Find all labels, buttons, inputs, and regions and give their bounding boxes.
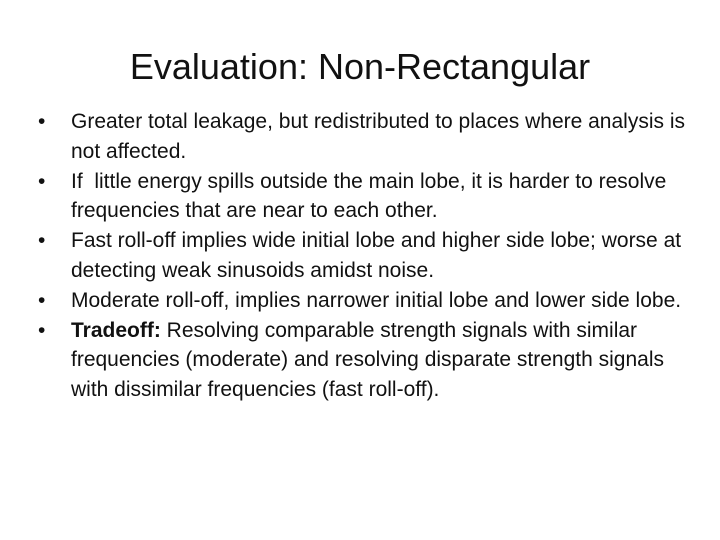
bullet-text: Resolving comparable strength signals with similar frequencies (moderate) and resolving disparate strength signals with dissimilar frequencies (fast roll-off). — [71, 318, 664, 401]
bullet-marker: • — [38, 288, 46, 312]
bullet-item — [38, 316, 690, 405]
bullet-list — [38, 107, 690, 405]
bullet-marker: • — [38, 169, 46, 193]
bullet-marker: • — [38, 229, 46, 252]
bullet-marker: • — [38, 110, 46, 133]
bullet-item — [38, 286, 690, 316]
bullet-text: If little energy spills outside the main lobe, it is harder to resolve frequencies that are near to each other. — [71, 169, 673, 222]
bullet-item — [38, 226, 690, 285]
bullet-text: Moderate roll-off, implies narrower initial lobe and lower side lobe. — [71, 288, 682, 312]
bullet-item — [38, 167, 690, 226]
bullet-text: Greater total leakage, but redistributed to places where analysis is not affected. — [71, 110, 685, 163]
bullet-marker: • — [38, 318, 46, 342]
bullet-item — [38, 107, 690, 166]
bullet-text: Fast roll-off implies wide initial lobe and higher side lobe; worse at detecting weak sinusoids amidst noise. — [71, 229, 682, 282]
slide-title: Evaluation: Non-Rectangular — [129, 46, 591, 87]
bullet-lead: Tradeoff: — [71, 318, 161, 342]
